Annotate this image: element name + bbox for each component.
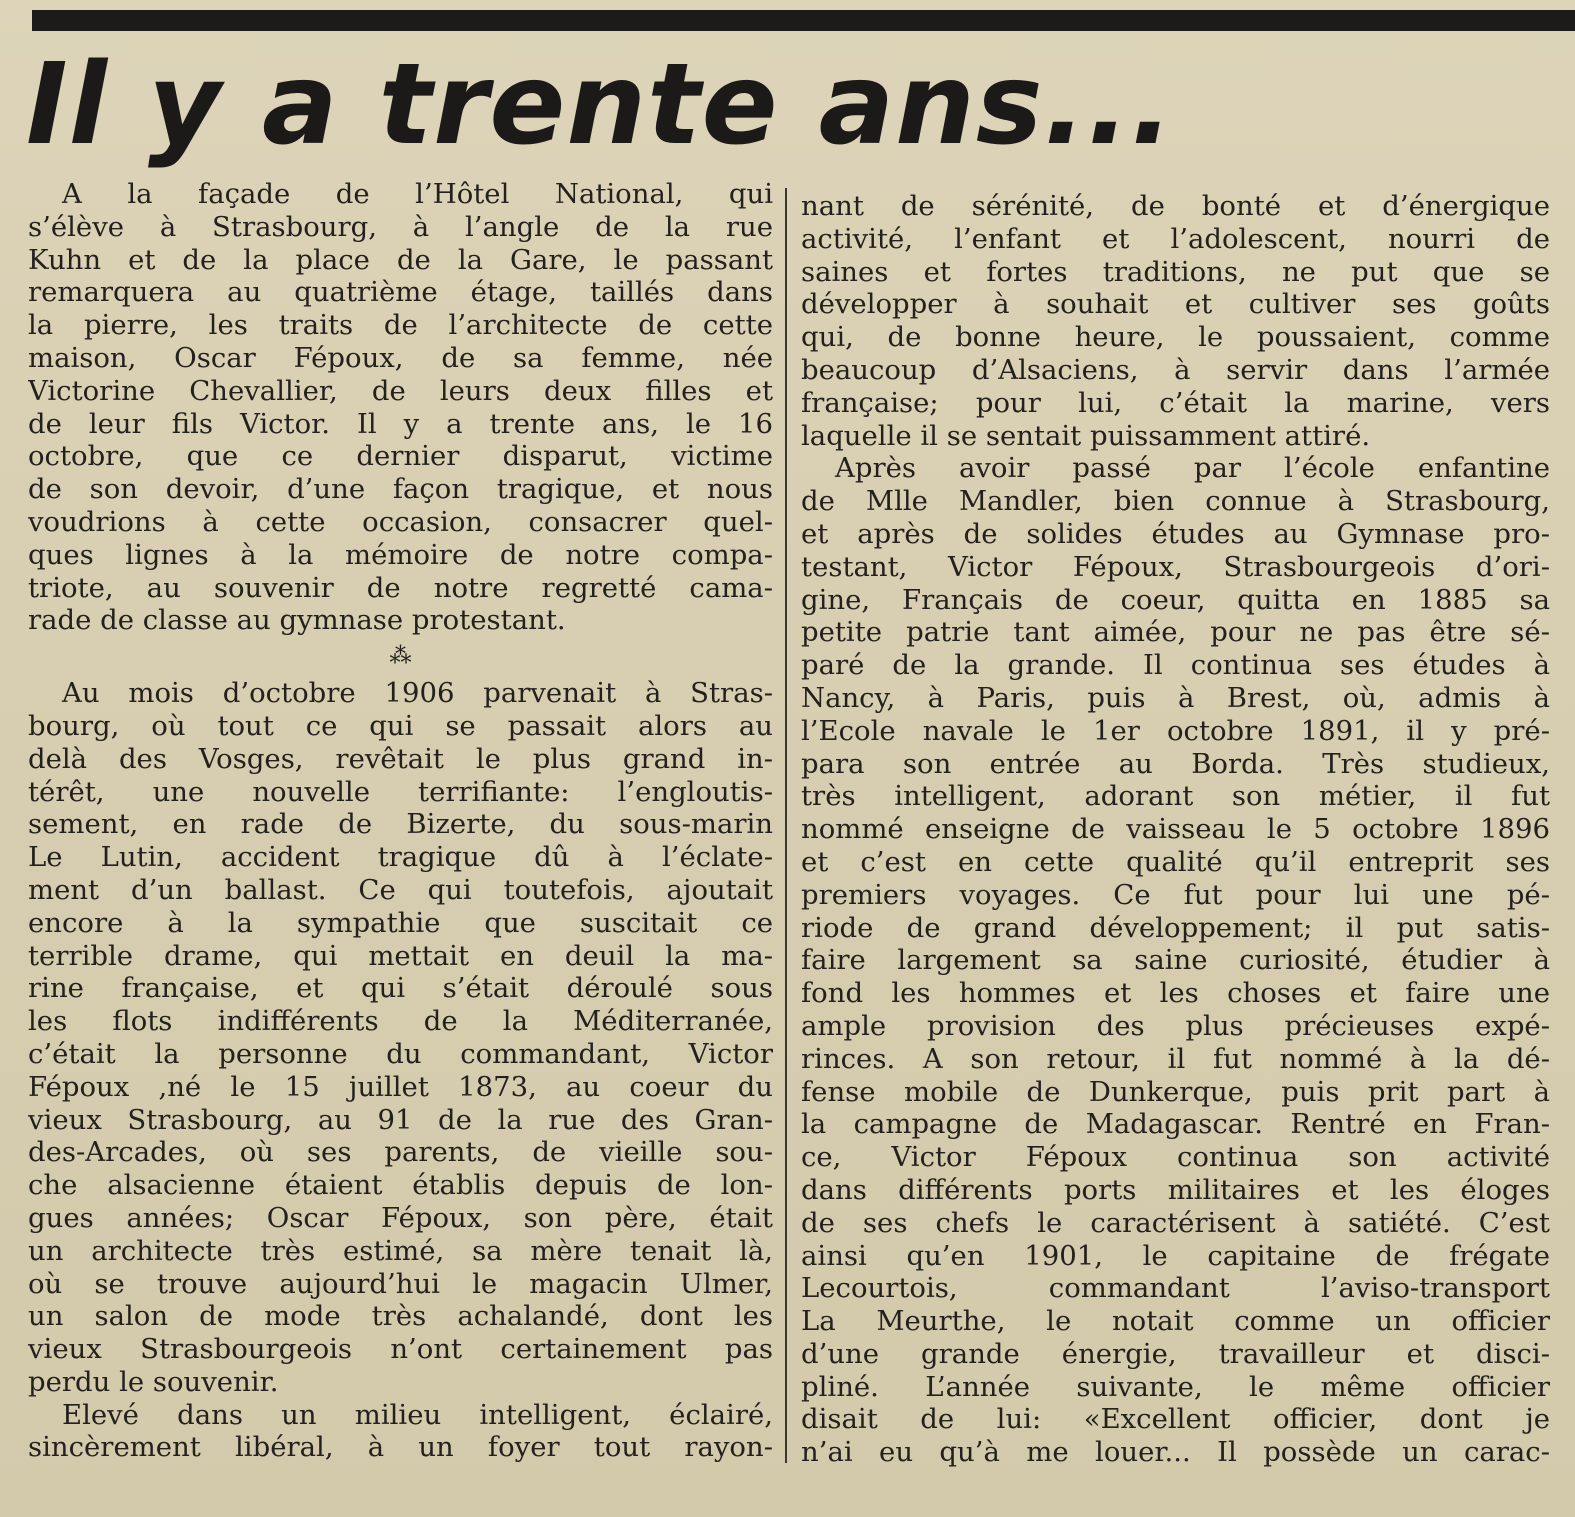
column-divider (785, 188, 787, 1463)
text-line: riode de grand développement; il put satis- (801, 911, 1550, 944)
text-line: fond les hommes et les choses et faire une (801, 977, 1550, 1010)
text-line: para son entrée au Borda. Très studieux, (801, 747, 1550, 780)
text-line: disait de lui: «Excellent officier, dont je (801, 1403, 1550, 1436)
text-line: fense mobile de Dunkerque, puis prit part à (801, 1075, 1550, 1108)
text-line: petite patrie tant aimée, pour ne pas être sé- (801, 616, 1550, 649)
text-line: faire largement sa saine curiosité, étudier à (801, 944, 1550, 977)
text-line: perdu le souvenir. (28, 1365, 279, 1398)
text-line: l’Ecole navale le 1er octobre 1891, il y pré- (801, 714, 1550, 747)
text-line: s’élève à Strasbourg, à l’angle de la rue (28, 210, 773, 243)
text-line: Au mois d’octobre 1906 parvenait à Stras- (62, 677, 773, 710)
text-line: développer à souhait et cultiver ses goûts (801, 288, 1550, 321)
text-line: rine française, et qui s’était déroulé sous (28, 972, 773, 1005)
text-line: de Mlle Mandler, bien connue à Strasbourg, (801, 485, 1550, 518)
text-line: Nancy, à Paris, puis à Brest, où, admis à (801, 681, 1550, 714)
text-line: Kuhn et de la place de la Gare, le passant (28, 243, 773, 276)
text-line: A la façade de l’Hôtel National, qui (62, 178, 773, 210)
headline: Il y a trente ans... (26, 40, 1175, 170)
text-line: ce, Victor Fépoux continua son activité (801, 1141, 1550, 1174)
text-line: maison, Oscar Fépoux, de sa femme, née (28, 341, 773, 374)
text-line: et après de solides études au Gymnase pro- (801, 517, 1550, 550)
text-line: de son devoir, d’une façon tragique, et nous (28, 473, 773, 506)
text-line: nant de sérénité, de bonté et d’énergique (801, 190, 1550, 222)
text-line: qui, de bonne heure, le poussaient, comme (801, 321, 1550, 354)
text-line: encore à la sympathie que suscitait ce (28, 906, 773, 939)
text-line: La Meurthe, le notait comme un officier (801, 1305, 1550, 1338)
text-line: Elevé dans un milieu intelligent, éclairé, (62, 1398, 773, 1431)
text-line: remarquera au quatrième étage, taillés dans (28, 276, 773, 309)
section-separator: ⁂ (389, 644, 412, 670)
text-line: Lecourtois, commandant l’aviso-transport (801, 1272, 1550, 1305)
text-line: ment d’un ballast. Ce qui toutefois, ajoutait (28, 873, 773, 906)
text-line: Fépoux ,né le 15 juillet 1873, au coeur du (28, 1070, 773, 1103)
text-line: dans différents ports militaires et les éloges (801, 1173, 1550, 1206)
text-line: la campagne de Madagascar. Rentré en Fran- (801, 1108, 1550, 1141)
text-line: ainsi qu’en 1901, le capitaine de frégate (801, 1239, 1550, 1272)
text-line: octobre, que ce dernier disparut, victime (28, 440, 773, 473)
text-line: che alsacienne étaient établis depuis de lon- (28, 1169, 773, 1202)
text-line: triote, au souvenir de notre regretté cama- (28, 571, 773, 604)
text-line: beaucoup d’Alsaciens, à servir dans l’armée (801, 353, 1550, 386)
text-line: premiers voyages. Ce fut pour lui une pé- (801, 878, 1550, 911)
text-line: Après avoir passé par l’école enfantine (835, 452, 1550, 485)
text-line: rinces. A son retour, il fut nommé à la dé- (801, 1042, 1550, 1075)
text-line: où se trouve aujourd’hui le magacin Ulmer, (28, 1267, 773, 1300)
text-line: gine, Français de coeur, quitta en 1885 sa (801, 583, 1550, 616)
text-line: voudrions à cette occasion, consacrer quel- (28, 505, 773, 538)
text-line: delà des Vosges, revêtait le plus grand in- (28, 742, 773, 775)
text-line: nommé enseigne de vaisseau le 5 octobre 1896 (801, 813, 1550, 846)
text-line: ques lignes à la mémoire de notre compa- (28, 538, 773, 571)
text-line: très intelligent, adorant son métier, il fut (801, 780, 1550, 813)
text-line: paré de la grande. Il continua ses études à (801, 649, 1550, 682)
text-line: vieux Strasbourg, au 91 de la rue des Gran- (28, 1103, 773, 1136)
text-line: térêt, une nouvelle terrifiante: l’engloutis- (28, 775, 773, 808)
text-line: et c’est en cette qualité qu’il entreprit ses (801, 845, 1550, 878)
text-line: bourg, où tout ce qui se passait alors au (28, 709, 773, 742)
text-line: française; pour lui, c’était la marine, vers (801, 386, 1550, 419)
text-line: un architecte très estimé, sa mère tenait là, (28, 1234, 773, 1267)
text-line: des-Arcades, où ses parents, de vieille sou- (28, 1136, 773, 1169)
text-line: les flots indifférents de la Méditerranée, (28, 1005, 773, 1038)
text-line: terrible drame, qui mettait en deuil la ma- (28, 939, 773, 972)
text-line: gues années; Oscar Fépoux, son père, était (28, 1201, 773, 1234)
text-line: activité, l’enfant et l’adolescent, nourri de (801, 222, 1550, 255)
text-line: n’ai eu qu’à me louer... Il possède un carac- (801, 1436, 1550, 1469)
text-line: rade de classe au gymnase protestant. (28, 604, 566, 637)
left-column (28, 178, 773, 1464)
text-line: pliné. L’année suivante, le même officier (801, 1370, 1550, 1403)
text-line: testant, Victor Fépoux, Strasbourgeois d’ori- (801, 550, 1550, 583)
text-line: c’était la personne du commandant, Victor (28, 1037, 773, 1070)
text-line: Le Lutin, accident tragique dû à l’éclate- (28, 841, 773, 874)
text-line: sement, en rade de Bizerte, du sous-marin (28, 808, 773, 841)
text-line: d’une grande énergie, travailleur et disci- (801, 1337, 1550, 1370)
text-line: Victorine Chevallier, de leurs deux filles et (28, 374, 773, 407)
text-line: la pierre, les traits de l’architecte de cette (28, 309, 773, 342)
text-line: laquelle il se sentait puissamment attiré. (801, 419, 1371, 452)
text-line: de leur fils Victor. Il y a trente ans, le 16 (28, 407, 773, 440)
text-line: de ses chefs le caractérisent à satiété. C’est (801, 1206, 1550, 1239)
text-line: saines et fortes traditions, ne put que se (801, 255, 1550, 288)
text-line: ample provision des plus précieuses expé- (801, 1009, 1550, 1042)
text-line: sincèrement libéral, à un foyer tout rayon- (28, 1431, 773, 1464)
top-rule (32, 10, 1575, 31)
right-column (801, 190, 1550, 1469)
text-line: vieux Strasbourgeois n’ont certainement pas (28, 1333, 773, 1366)
text-line: un salon de mode très achalandé, dont les (28, 1300, 773, 1333)
